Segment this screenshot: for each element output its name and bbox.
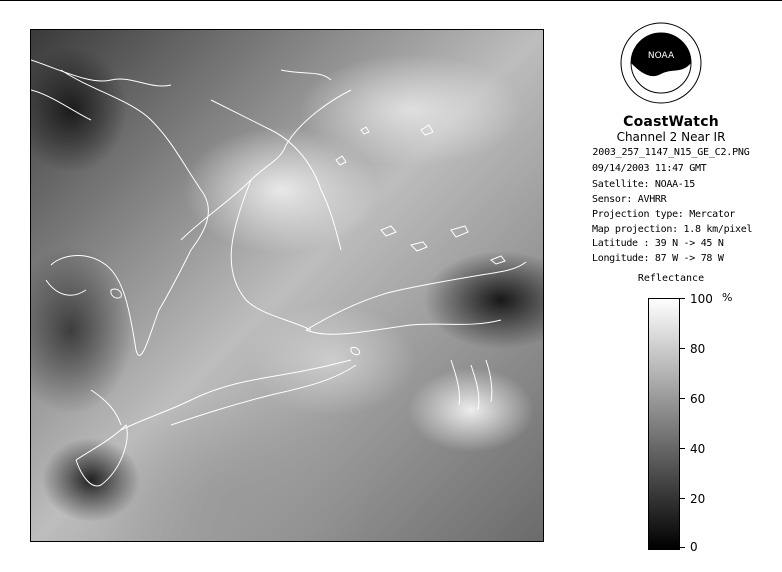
satellite: Satellite: NOAA-15 [592, 179, 695, 190]
colorbar-tick-label: 40 [690, 442, 706, 456]
colorbar-tick [679, 547, 685, 548]
lake-michigan-outline [51, 70, 208, 355]
projection-type: Projection type: Mercator [592, 209, 736, 220]
colorbar-tick-label: 100 [690, 292, 713, 306]
lake-huron-outline [181, 90, 351, 330]
colorbar-tick [679, 298, 685, 299]
datetime: 09/14/2003 11:47 GMT [592, 163, 707, 174]
reflectance-colorbar [648, 298, 680, 550]
product-title: CoastWatch [623, 114, 719, 130]
colorbar-tick [679, 348, 685, 349]
colorbar-tick [679, 398, 685, 399]
channel-label: Channel 2 Near IR [616, 130, 726, 144]
colorbar-unit: % [722, 291, 733, 304]
satellite-image [30, 29, 544, 542]
colorbar-tick-label: 0 [690, 540, 698, 554]
colorbar-tick [679, 498, 685, 499]
colorbar-tick-label: 20 [690, 492, 706, 506]
colorbar-tick [679, 448, 685, 449]
coastline-overlay [31, 30, 543, 541]
lake-ontario-outline [306, 262, 526, 334]
colorbar-tick-label: 80 [690, 342, 706, 356]
map-projection: Map projection: 1.8 km/pixel [592, 224, 753, 235]
top-border [0, 0, 782, 1]
colorbar-title: Reflectance [637, 273, 705, 284]
latitude-range: Latitude : 39 N -> 45 N [592, 238, 724, 249]
lake-erie-outline [121, 360, 356, 430]
sensor: Sensor: AVHRR [592, 194, 667, 205]
noaa-logo-icon [620, 22, 702, 104]
file-name: 2003_257_1147_N15_GE_C2.PNG [592, 147, 750, 158]
longitude-range: Longitude: 87 W -> 78 W [592, 253, 724, 264]
svg-text:NOAA: NOAA [647, 51, 675, 61]
colorbar-tick-label: 60 [690, 392, 706, 406]
